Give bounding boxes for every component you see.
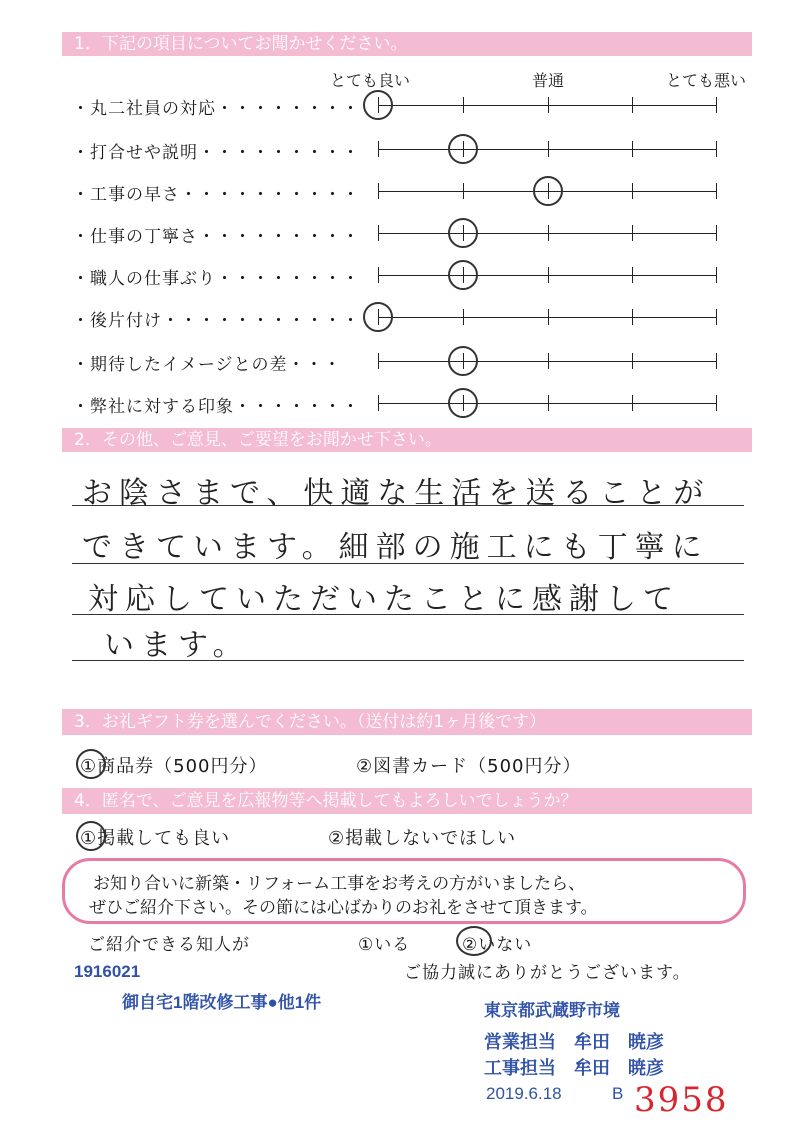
rating-item-label: ・後片付け・・・・・・・・・・・ xyxy=(72,311,360,331)
rating-item-label: ・丸二社員の対応・・・・・・・・ xyxy=(72,99,360,119)
rating-tick[interactable] xyxy=(548,309,549,325)
selection-circle xyxy=(76,749,106,779)
rating-item-label: ・打合せや説明・・・・・・・・・ xyxy=(72,143,360,163)
rating-tick[interactable] xyxy=(378,183,379,199)
rating-tick[interactable] xyxy=(463,97,464,113)
rating-row xyxy=(72,264,752,288)
rating-scale-line xyxy=(378,361,716,362)
rating-selection-circle xyxy=(363,302,393,332)
rating-tick[interactable] xyxy=(463,309,464,325)
rating-tick[interactable] xyxy=(716,183,717,199)
rating-tick[interactable] xyxy=(548,267,549,283)
gift-option-voucher[interactable]: ①商品券（500円分） xyxy=(80,756,268,777)
scale-label-normal: 普通 xyxy=(532,71,565,90)
rating-tick[interactable] xyxy=(378,225,379,241)
rating-item-label: ・工事の早さ・・・・・・・・・・ xyxy=(72,185,360,205)
rating-tick[interactable] xyxy=(632,183,633,199)
rating-tick[interactable] xyxy=(716,395,717,411)
rating-tick[interactable] xyxy=(632,353,633,369)
rating-row xyxy=(72,138,752,162)
rating-scale-line xyxy=(378,317,716,318)
rating-scale-line xyxy=(378,105,716,106)
rating-tick[interactable] xyxy=(548,353,549,369)
rating-tick[interactable] xyxy=(716,97,717,113)
rating-selection-circle xyxy=(533,176,563,206)
rating-selection-circle xyxy=(448,346,478,376)
section-1-header: 1．下記の項目についてお聞かせください。 xyxy=(62,32,752,56)
project-name: 御自宅1階改修工事●他1件 xyxy=(122,993,322,1012)
scale-label-good: とても良い xyxy=(330,71,411,90)
rating-row xyxy=(72,350,752,374)
rating-tick[interactable] xyxy=(716,353,717,369)
rating-selection-circle xyxy=(448,260,478,290)
rating-tick[interactable] xyxy=(716,309,717,325)
rating-tick[interactable] xyxy=(632,309,633,325)
rating-tick[interactable] xyxy=(632,225,633,241)
rating-tick[interactable] xyxy=(378,395,379,411)
handwritten-comment-line-3: 対応していただいたことに感謝して xyxy=(88,582,680,617)
rating-tick[interactable] xyxy=(548,97,549,113)
thanks-message: ご協力誠にありがとうございます。 xyxy=(404,963,691,983)
referral-notice-line-1: お知り合いに新築・リフォーム工事をお考えの方がいましたら、 xyxy=(93,874,586,894)
customer-code: 1916021 xyxy=(74,962,141,981)
referral-question: ご紹介できる知人が xyxy=(88,935,250,955)
rating-item-label: ・職人の仕事ぶり・・・・・・・・ xyxy=(72,269,360,289)
rating-scale-line xyxy=(378,275,716,276)
selection-circle xyxy=(456,926,492,956)
location: 東京都武蔵野市境 xyxy=(484,1001,620,1020)
rating-tick[interactable] xyxy=(632,267,633,283)
handwritten-number: 3958 xyxy=(634,1080,729,1120)
rating-row xyxy=(72,180,752,204)
selection-circle xyxy=(76,821,106,851)
handwritten-comment-line-4: います。 xyxy=(104,628,250,663)
publish-option-no[interactable]: ②掲載しないでほしい xyxy=(328,828,517,849)
gift-option-book-card[interactable]: ②図書カード（500円分） xyxy=(356,756,582,777)
rating-tick[interactable] xyxy=(632,97,633,113)
rating-tick[interactable] xyxy=(632,141,633,157)
rating-tick[interactable] xyxy=(716,225,717,241)
rating-item-label: ・弊社に対する印象・・・・・・・ xyxy=(72,397,360,417)
rating-item-label: ・仕事の丁寧さ・・・・・・・・・ xyxy=(72,227,360,247)
rating-tick[interactable] xyxy=(378,267,379,283)
survey-date: 2019.6.18 xyxy=(486,1084,562,1103)
rating-scale-line xyxy=(378,233,716,234)
scale-label-bad: とても悪い xyxy=(666,71,747,90)
section-2-header: 2．その他、ご意見、ご要望をお聞かせ下さい。 xyxy=(62,428,752,452)
sales-rep: 営業担当 牟田 暁彦 xyxy=(484,1032,664,1052)
rating-row xyxy=(72,94,752,118)
rating-tick[interactable] xyxy=(632,395,633,411)
rating-selection-circle xyxy=(448,218,478,248)
rating-tick[interactable] xyxy=(463,183,464,199)
rating-row xyxy=(72,306,752,330)
grade-letter: B xyxy=(612,1084,624,1103)
rating-tick[interactable] xyxy=(548,225,549,241)
publish-option-yes[interactable]: ①掲載しても良い xyxy=(80,828,231,849)
rating-scale-line xyxy=(378,149,716,150)
referral-option-no[interactable]: ②いない xyxy=(462,935,533,955)
referral-notice-line-2: ぜひご紹介下さい。その節には心ばかりのお礼をさせて頂きます。 xyxy=(89,898,598,918)
rating-scale-line xyxy=(378,403,716,404)
rating-tick[interactable] xyxy=(716,141,717,157)
rating-tick[interactable] xyxy=(548,141,549,157)
rating-selection-circle xyxy=(448,388,478,418)
referral-notice-box xyxy=(62,858,746,924)
section-4-header: 4．匿名で、ご意見を広報物等へ掲載してもよろしいでしょうか？ xyxy=(62,788,752,814)
handwritten-comment-line-1: お陰さまで、快適な生活を送ることが xyxy=(82,476,711,511)
rating-row xyxy=(72,222,752,246)
construction-rep: 工事担当 牟田 暁彦 xyxy=(484,1058,664,1078)
referral-option-yes[interactable]: ①いる xyxy=(358,935,411,955)
section-3-header: 3．お礼ギフト券を選んでください。（送付は約1ヶ月後です） xyxy=(62,709,752,735)
rating-tick[interactable] xyxy=(378,141,379,157)
rating-tick[interactable] xyxy=(548,395,549,411)
rating-tick[interactable] xyxy=(378,353,379,369)
handwritten-comment-line-2: できています。細部の施工にも丁寧に xyxy=(82,530,709,565)
rating-selection-circle xyxy=(448,134,478,164)
rating-tick[interactable] xyxy=(716,267,717,283)
rating-item-label: ・期待したイメージとの差・・・ xyxy=(72,355,342,375)
rating-selection-circle xyxy=(363,90,393,120)
rating-row xyxy=(72,392,752,416)
